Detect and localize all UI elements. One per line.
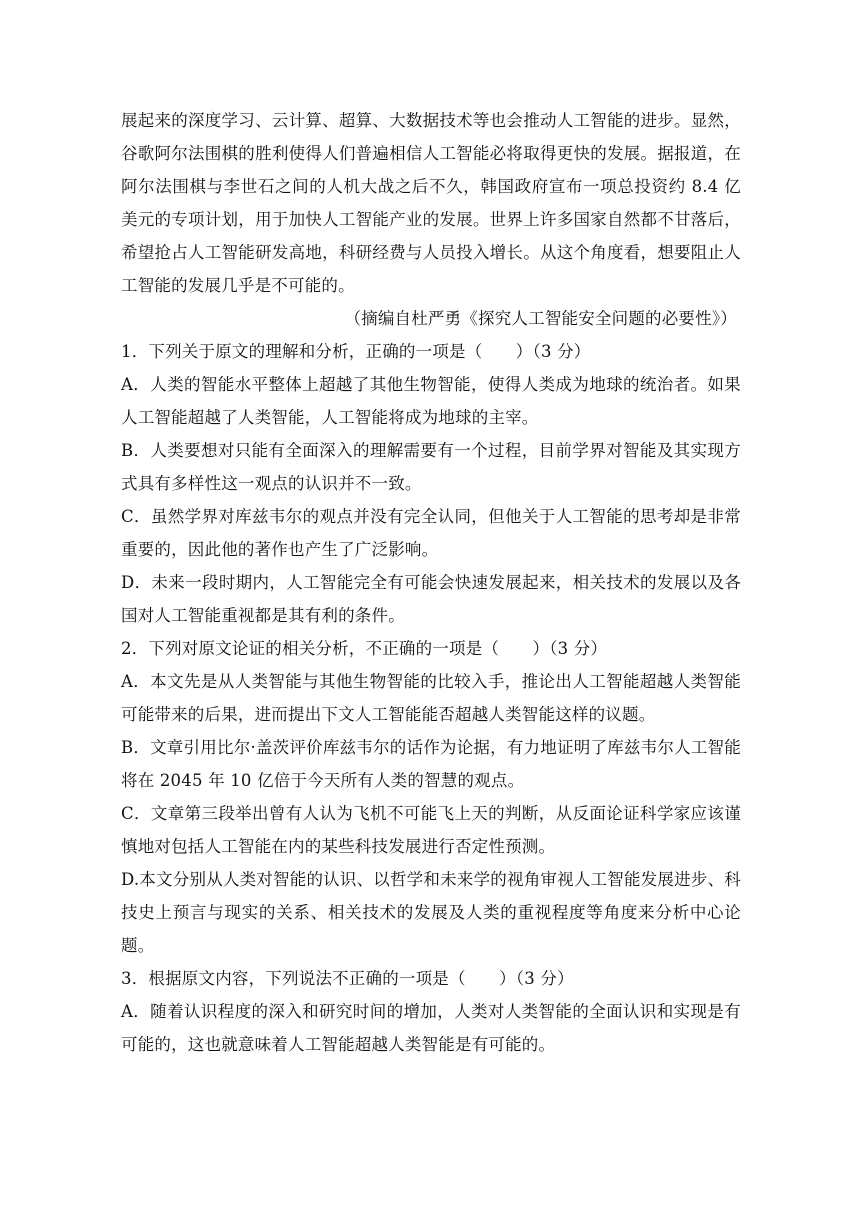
passage-paragraph: 展起来的深度学习、云计算、超算、大数据技术等也会推动人工智能的进步。显然，谷歌阿尔法围棋的胜利使得人们普遍相信人工智能必将取得更快的发展。据报道，在阿尔法围棋与李世石之间的人机大战之后不久，韩国政府宣布一项总投资约 8.4 亿美元的专项计划，用于加快人工智能产业的发展。世界上许多国家自然都不甘落后，希望抢占人工智能研发高地，科研经费与人员投入增长。从这个角度看，想要阻止人工智能的发展几乎是不可能的。: [121, 111, 741, 295]
question-3: [121, 962, 741, 1061]
question-1: [121, 335, 741, 632]
question-2: [121, 632, 741, 962]
option-b: B．人类要想对只能有全面深入的理解需要有一个过程，目前学界对智能及其实现方式具有多样性这一观点的认识并不一致。: [121, 441, 741, 493]
question-stem: 3．根据原文内容，下列说法不正确的一项是（ ）（3 分）: [121, 969, 574, 988]
passage-source: （摘编自杜严勇《探究人工智能安全问题的必要性》）: [344, 309, 737, 328]
option-a: A．本文先是从人类智能与其他生物智能的比较入手，推论出人工智能超越人类智能可能带来的后果，进而提出下文人工智能能否超越人类智能这样的议题。: [121, 672, 741, 724]
option-d: D．未来一段时期内，人工智能完全有可能会快速发展起来，相关技术的发展以及各国对人工智能重视都是其有利的条件。: [121, 573, 741, 625]
option-a: A．人类的智能水平整体上超越了其他生物智能，使得人类成为地球的统治者。如果人工智能超越了人类智能，人工智能将成为地球的主宰。: [121, 375, 741, 427]
option-c: C．虽然学界对库兹韦尔的观点并没有完全认同，但他关于人工智能的思考却是非常重要的，因此他的著作也产生了广泛影响。: [121, 507, 741, 559]
document-content: [121, 104, 741, 1061]
question-stem: 2．下列对原文论证的相关分析，不正确的一项是（ ）（3 分）: [121, 639, 608, 658]
option-d: D.本文分别从人类对智能的认识、以哲学和未来学的视角审视人工智能发展进步、科技史上预言与现实的关系、相关技术的发展及人类的重视程度等角度来分析中心论题。: [121, 870, 741, 955]
option-a: A．随着认识程度的深入和研究时间的增加，人类对人类智能的全面认识和实现是有可能的，这也就意味着人工智能超越人类智能是有可能的。: [121, 1002, 741, 1054]
option-c: C．文章第三段举出曾有人认为飞机不可能飞上天的判断，从反面论证科学家应该谨慎地对包括人工智能在内的某些科技发展进行否定性预测。: [121, 804, 741, 856]
option-b: B．文章引用比尔·盖茨评价库兹韦尔的话作为论据，有力地证明了库兹韦尔人工智能将在 2045 年 10 亿倍于今天所有人类的智慧的观点。: [121, 738, 741, 790]
question-stem: 1．下列关于原文的理解和分析，正确的一项是（ ）（3 分）: [121, 342, 591, 361]
